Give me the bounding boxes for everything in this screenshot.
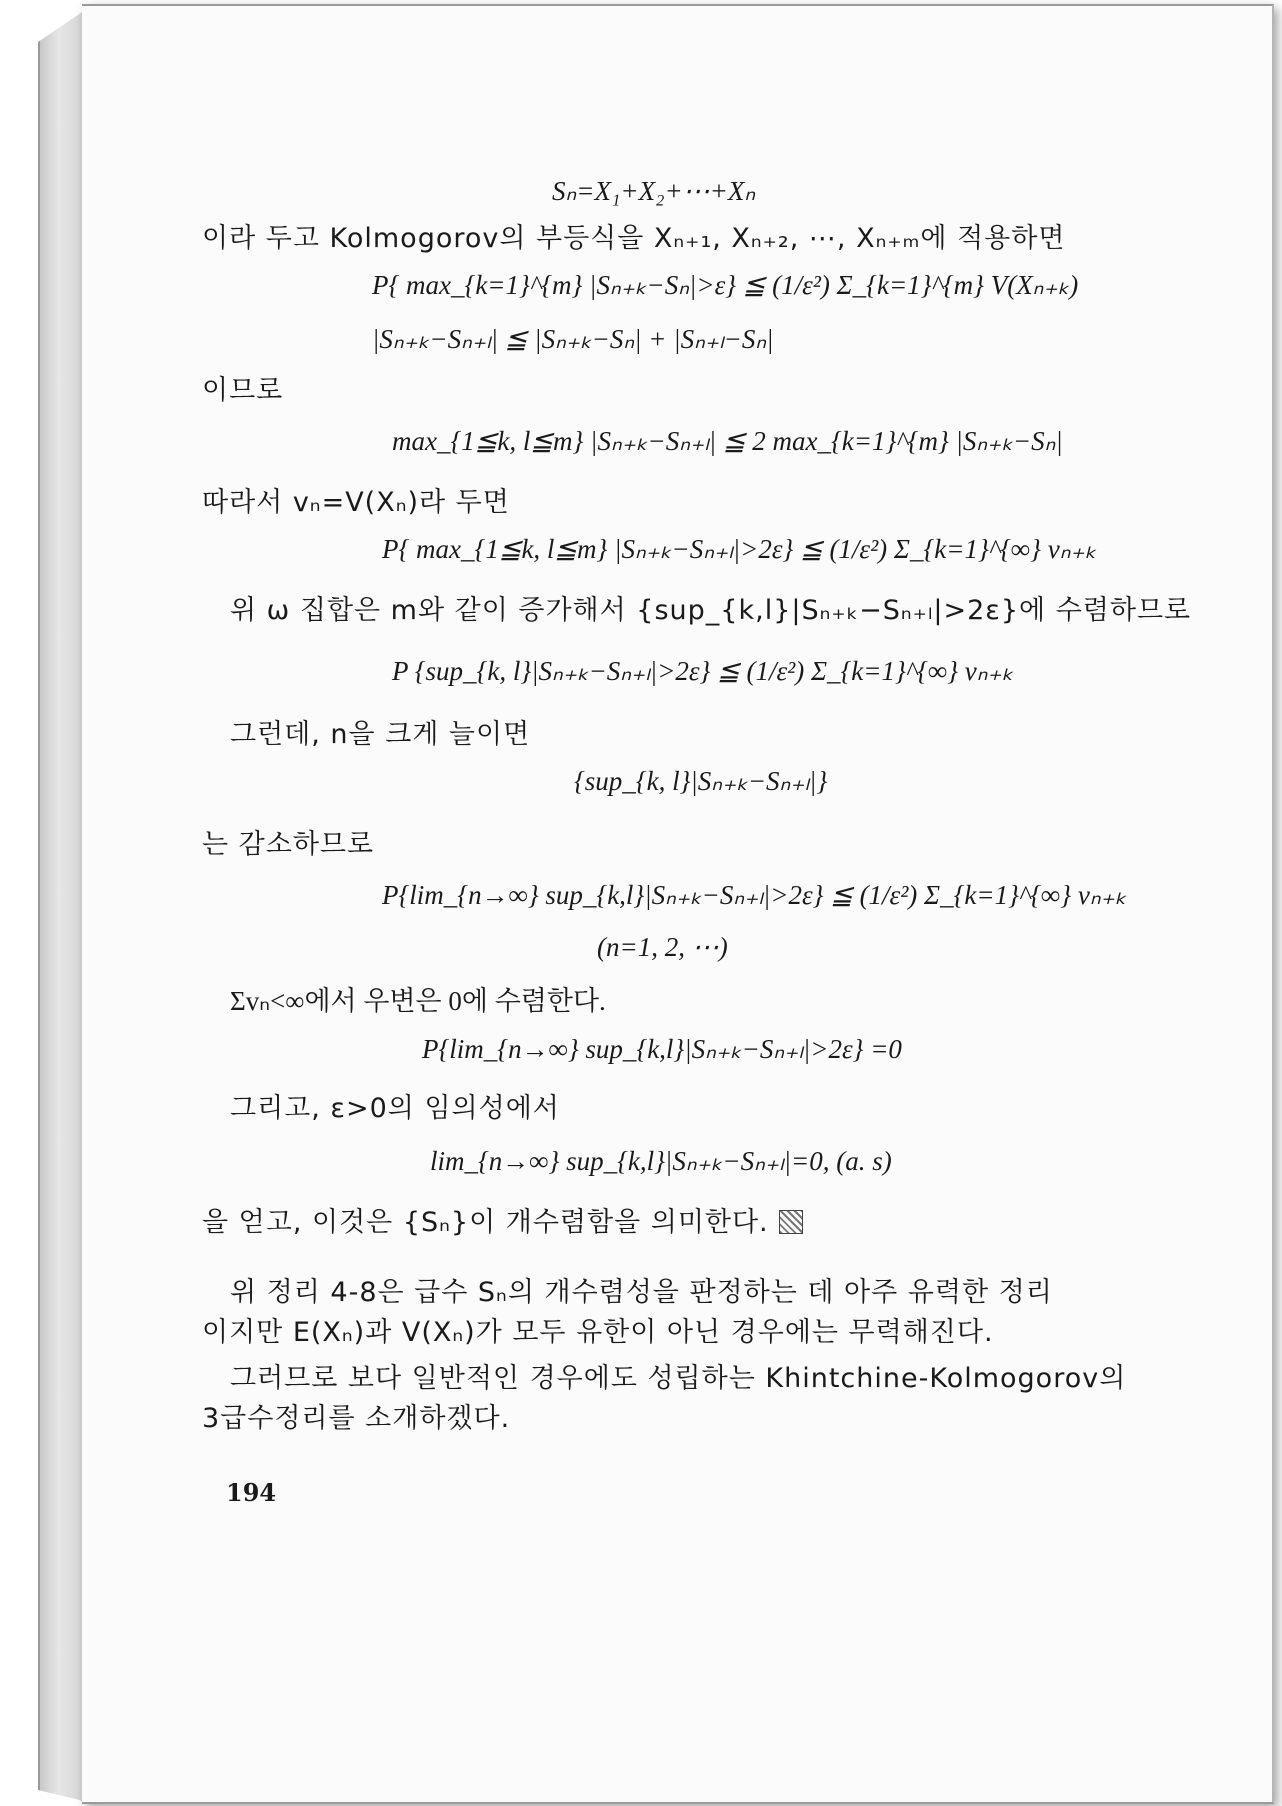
text-line-define-vn: 따라서 vₙ=V(Xₙ)라 두면 [202,487,510,518]
equation-prob-sup-bound: P {sup_{k, l}|Sₙ₊ₖ−Sₙ₊ₗ|>2ε} ≦ (1/ε²) Σ_{k=1}^{∞} vₙ₊ₖ [392,656,1014,686]
equation-sup-set: {sup_{k, l}|Sₙ₊ₖ−Sₙ₊ₗ|} [574,766,828,796]
text-line-theorem-remark: 위 정리 4-8은 급수 Sₙ의 개수렴성을 판정하는 데 아주 유력한 정리 [230,1277,1053,1308]
equation-n-range: (n=1, 2, ⋯) [597,932,728,962]
page-number: 194 [226,1478,277,1507]
equation-sn-definition: Sₙ=X₁+X₂+⋯+Xₙ [552,176,756,206]
qed-end-of-proof-icon [779,1210,803,1234]
book-page [82,4,1274,1804]
text-line-decreasing: 는 감소하므로 [202,829,375,860]
equation-max-bound: max_{1≦k, l≦m} |Sₙ₊ₖ−Sₙ₊ₗ| ≦ 2 max_{k=1}^{m} |Sₙ₊ₖ−Sₙ| [392,426,1063,456]
text-line-general-case: 그러므로 보다 일반적인 경우에도 성립하는 Khintchine-Kolmogorov의 [230,1363,1127,1394]
text-line-omega-set: 위 ω 집합은 m와 같이 증가해서 {sup_{k,l}|Sₙ₊ₖ−Sₙ₊ₗ|>2ε}에 수렴하므로 [230,595,1192,626]
equation-limsup-bound: P{lim_{n→∞} sup_{k,l}|Sₙ₊ₖ−Sₙ₊ₗ|>2ε} ≦ (1/ε²) Σ_{k=1}^{∞} vₙ₊ₖ [382,880,1127,910]
text-line-therefore-1: 이므로 [202,375,284,406]
equation-kolmogorov-inequality: P{ max_{k=1}^{m} |Sₙ₊ₖ−Sₙ|>ε} ≦ (1/ε²) Σ_{k=1}^{m} V(Xₙ₊ₖ) [372,270,1079,300]
equation-limsup-zero: P{lim_{n→∞} sup_{k,l}|Sₙ₊ₖ−Sₙ₊ₗ|>2ε} =0 [422,1034,902,1064]
book-spine-edge [38,8,88,1802]
text-line-apply-kolmogorov: 이라 두고 Kolmogorov의 부등식을 Xₙ₊₁, Xₙ₊₂, ⋯, Xₙ₊ₘ에 적용하면 [202,223,1066,254]
text-line-increase-n: 그런데, n을 크게 늘이면 [230,719,531,750]
text-line-arbitrary-epsilon: 그리고, ε>0의 임의성에서 [230,1093,560,1124]
text-line-three-series: 3급수정리를 소개하겠다. [202,1403,511,1434]
conclusion-text: 을 얻고, 이것은 {Sₙ}이 개수렴함을 의미한다. [202,1207,769,1238]
equation-limsup-as: lim_{n→∞} sup_{k,l}|Sₙ₊ₖ−Sₙ₊ₗ|=0, (a. s) [430,1146,892,1176]
equation-triangle-inequality: |Sₙ₊ₖ−Sₙ₊ₗ| ≦ |Sₙ₊ₖ−Sₙ| + |Sₙ₊ₗ−Sₙ| [372,324,774,354]
equation-prob-max-bound: P{ max_{1≦k, l≦m} |Sₙ₊ₖ−Sₙ₊ₗ|>2ε} ≦ (1/ε²) Σ_{k=1}^{∞} vₙ₊ₖ [382,534,1097,564]
text-line-conclusion [202,1206,803,1240]
text-line-theorem-limitation: 이지만 E(Xₙ)과 V(Xₙ)가 모두 유한이 아닌 경우에는 무력해진다. [202,1317,994,1348]
text-line-converge-zero: Σvₙ<∞에서 우변은 0에 수렴한다. [230,986,606,1016]
